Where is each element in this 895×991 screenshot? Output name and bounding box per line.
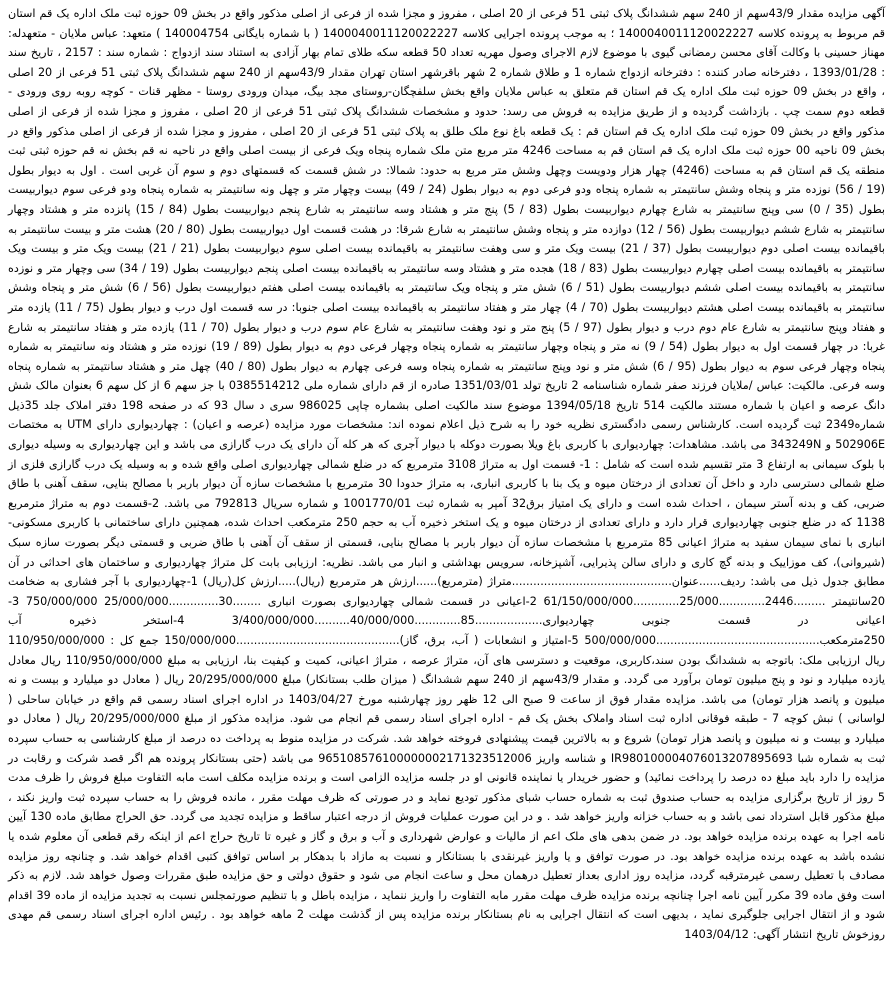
notice-body-text: آگهی مزایده مقدار 43/9سهم از 240 سهم ششدانگ پلاک ثبتی 51 فرعی از 20 اصلی ، مفروز و مجزا شده از فرعی از اصلی مذکور واقع در بخش 09 حوزه ثبت ملک اداره یک قم استان قم مربوط به پرونده کلاسه 1400040011120022227 ؛ به موجب پرونده اجرایی کلاسه 1400040011120022227 ( با شماره بایگانی 140004754 ) متعهد: عباس ملایان - متعهدله: مهناز حسینی با وکالت آقای محسن رمضانی گیوی با موضوع لازم الاجرای وصول مهریه تعداد 50 قطعه سکه طلای تمام بهار آزادی به استناد سند ازدواج : شماره سند : 2157 ، تاریخ سند : 1393/01/28 ، دفترخانه صادر کننده : دفترخانه ازدواج شماره 1 و طلاق شماره 2 شهر باقرشهر استان تهران مقدار 43/9سهم از 240 سهم ششدانگ پلاک ثبتی 51 فرعی از 20 اصلی ، واقع در بخش 09 حوزه ثبت ملک اداره یک قم استان قم متعلق به عباس ملایان واقع بخش سلفچگان-روستای مجد بیگ، میدان ورودی روستا - مظهر قنات - کوچه روبه روی ورودی - قطعه دوم سمت چپ . بازداشت گردیده و از طریق مزایده به فروش می رسد: حدود و مشخصات ششدانگ پلاک ثبتی 51 فرعی از 20 اصلی ، مفروز و مجزا شده از فرعی از اصلی مذکور واقع در بخش 09 حوزه ثبت ملک اداره یک قم استان قم : یک قطعه باغ نوع ملک طلق به پلاک ثبتی 51 فرعی از 20 اصلی ، مفروز و مجزا شده از فرعی از اصلی مذکور واقع در بخش 09 ناحیه 00 حوزه ثبت ملک اداره یک قم استان قم به مساحت 4246 متر مربع متن ملک شماره پنجاه ویک فرعی از بیست اصلی واقع در ناحیه نه قم بخش نه قم حوزه ثبتی ثبت منطقه یک قم استان قم به مساحت (4246) چهار هزار ودویست وچهل وشش متر مربع به حدود: شمالا: در شش قسمت که قسمتهای دوم و سوم آن غربی است . اول به دیوار بطول (19 / 56) نوزده متر و پنجاه وشش سانتیمتر به شماره پنجاه ودو فرعی دوم به دیوار بطول (24 / 49) بیست وچهار متر و چهل ونه سانتیمتر به شماره پنجاه ودو فرعی سوم دیواربیست بطول (35 / 0) سی وپنج سانتیمتر به شارع چهارم دیواربیست بطول (83 / 5) پنج متر و هشتاد وسه سانتیمتر به شارع پنجم دیواربیست بطول (84 / 15) پانزده متر و هشتاد وچهار سانتیمتر به شارع ششم دیواربیست بطول (56 / 12) دوازده متر و پنجاه وشش سانتیمتر به شارع شرقا: در هشت قسمت اول دیواربیست بطول (80 / 20) هشت متر و بیست سانتیمتر به باقیمانده بیست اصلی دوم دیواربیست بطول (37 / 21) بیست ویک متر و سی وهفت سانتیمتر به باقیمانده بیست اصلی سوم دیواربیست بطول (21 / 21) بیست ویک متر و بیست ویک سانتیمتر به باقیمانده بیست اصلی چهارم دیواربیست بطول (83 / 18) هجده متر و هشتاد وسه سانتیمتر به باقیمانده بیست اصلی پنجم دیواربیست بطول (19 / 34) سی وچهار متر و نوزده سانتیمتر به باقیمانده بیست اصلی ششم دیواربیست بطول (51 / 6) شش متر و پنجاه ویک سانتیمتر به باقیمانده بیست اصلی هفتم دیواربیست بطول (56 / 6) شش متر و پنجاه وشش سانتیمتر به باقیمانده بیست اصلی هشتم دیواربیست بطول (70 / 4) چهار متر و هفتاد سانتیمتر به باقیمانده بیست اصلی جنوبا: در سه قسمت اول درب و دیوار بطول (75 / 11) یازده متر و هفتاد وپنج سانتیمتر به شارع عام دوم درب و دیوار بطول (97 / 5) پنج متر و نود وهفت سانتیمتر به شارع عام سوم درب و دیوار بطول (70 / 11) یازده متر و هفتاد سانتیمتر به شارع غربا: در چهار قسمت اول به دیوار بطول (54 / 9) نه متر و پنجاه وچهار سانتیمتر به شماره پنجاه وچهار فرعی دوم به دیوار بطول (89 / 19) نوزده متر و هشتاد ونه سانتیمتر به شماره پنجاه وچهار فرعی سوم به دیوار بطول (95 / 6) شش متر و نود وپنج سانتیمتر به شماره پنجاه وسه فرعی چهارم به دیوار بطول (80 / 40) چهل متر و هشتاد سانتیمتر به شماره پنجاه وسه فرعی. مالکیت: عباس /ملایان فرزند صفر شماره شناسنامه 2 تاریخ تولد 1351/03/01 صادره از قم دارای شماره ملی 0385514212 با جز سهم 6 از کل سهم 6 بعنوان مالک شش دانگ عرصه و اعیان با شماره مستند مالکیت 514 تاریخ 1394/05/18 موضوع سند مالکیت اصلی بشماره چاپی 986025 سری د سال 93 که در صفحه 198 دفتر املاک جلد 35ذیل شماره2349 ثبت گردیده است. کارشناس رسمی دادگستری نظریه خود را به شرح ذیل اعلام نموده اند: مشخصات مورد مزایده (عرصه و اعیان) : چهاردیواری دارای UTM به مختصات 502906E و 343249N می باشد. مشاهدات: چهاردیواری با کاربری باغ ویلا بصورت دوکله با دیوار آجری که هر کله آن دارای یک درب گارازی می باشد و این چهاردیواری به وسیله دیواری با بلوک سیمانی به ارتفاع 3 متر تقسیم شده است که شامل : 1- قسمت اول به متراژ 3108 مترمربع که در ضلع شمالی چهاردیواری اصلی واقع شده و به وسیله یک درب گارازی فلزی از ضلع شمالی دسترسی دارد و داخل آن تعدادی از درختان میوه و یک بنا با کاربری انباری، به متراژ حدودا 30 مترمربع با مشخصات سازه آن دیوار باربر با مصالح بنایی، سقف آهنی با طاق ضربی، کف و بدنه آستر سیمان ، احداث شده است و دارای یک امتیاز برق32 آمپر به شماره ثبت 1001770/01 و شماره سریال 792813 می باشد. 2-قسمت دوم به متراژ مترمربع 1138 که در ضلع جنوبی چهاردیواری قرار دارد و دارای تعدادی از درختان میوه و یک استخر ذخیره آب به حجم 250 مترمکعب احداث شده، همچنین دارای ساختمانی با کاربری مسکونی- انباری با نمای سیمان سفید به متراژ اعیانی 85 مترمربع با مشخصات سازه آن دیوار باربر با مصالح بنایی، قسمتی از سقف آن آهنی با طاق ضربی و قسمتی دیگر بصورت سازه سبک (شیروانی)، کف موزاییک و بدنه گچ کاری و دارای سالن پذیرایی، آشپزخانه، سرویس بهداشتی و انبار می باشد. نظریه: ارزیابی بابت کل متراژ چهاردیواری و ساختمان های احداثی در آن مطابق جدول ذیل می باشد: ردیف......عنوان.............................................متراژ (مترمربع)......ارزش هر مترمربع (ریال).....ارزش کل(ریال) 1-چهاردیواری با آجر فشاری به ضخامت 20سانتیمتر .........2446.............25/000.............61/150/000/000 2-اعیانی در قسمت شمالی چهاردیواری بصورت انباری ........30..............25/000/000 750/000/000 3-اعیانی در قسمت جنوبی چهاردیواری...................85.............40/000/000..........3/400/000/000 4-استخر ذخیره آب 250مترمکعب..............................................500/000/000 5-امتیاز و انشعابات ( آب، برق، گاز)..............................................150/000/000 جمع کل : 110/950/000/000 ریال ارزیابی ملک: باتوجه به ششدانگ بودن سند،کاربری، موقعیت و دسترسی های آن، متراژ عرصه ، متراژ اعیانی، کمیت و کیفیت بنا، ارزیابی به مبلغ 110/950/000/000 ریال معادل یازده میلیارد و نود و پنج میلیون تومان برآورد می گردد. و مقدار 43/9سهم از 240 سهم ششدانگ ( میزان طلب بستانکار) مبلغ 20/295/000/000 ریال ( معادل دو میلیارد و بیست و نه میلیون و پانصد هزار تومان) می باشد. مزایده مقدار فوق از ساعت 9 صبح الی 12 ظهر روز چهارشنبه مورخ 1403/04/27 در اداره اجرای اسناد رسمی قم واقع در خیابان ساحلی ( لواسانی ) نبش کوچه 7 - طبقه فوقانی اداره ثبت اسناد واملاک بخش یک قم - اداره اجرای اسناد رسمی قم انجام می شود. مزایده مذکور از مبلغ 20/295/000/000 ریال ( معادل دو میلیارد و بیست و نه میلیون و پانصد هزار تومان) شروع و به بالاترین قیمت پیشنهادی فروخته خواهد شد. شرکت در مزایده منوط به پرداخت ده درصد از مبلغ کارشناسی به حساب سپرده ثبت به شماره شبا IR980100004076013207895693 و شناسه واریز 965108576100000002171323512006 می باشد (حتی بستانکار پرونده هم اگر قصد شرکت و رقابت در مزایده را دارد باید مبلغ ده درصد را پرداخت نمائید) و حضور خریدار یا نماینده قانونی او در جلسه مزایده الزامی است و برنده مزایده مکلف است مابه التفاوت مبلغ فروش را ظرف مدت 5 روز از تاریخ برگزاری مزایده به حساب صندوق ثبت به شماره حساب شبای مذکور تودیع نماید و در صورتی که ظرف مهلت مقرر ، مانده فروش را به حساب سپرده ثبت واریز نکند ، مبلغ مذکور قابل استرداد نمی باشد و به حساب خزانه واریز خواهد شد . و در این صورت عملیات فروش از درجه اعتبار ساقط و مزایده تجدید می گردد. حق الحراج مطابق ماده 130 آیین نامه اجرا به عهده برنده مزایده خواهد بود. در ضمن بدهی های ملک اعم از مالیات و عوارض شهرداری و آب و برق و گاز و غیره تا تاریخ حراج اعم از اینکه رقم قطعی آن معلوم شده یا نشده باشد به عهده برنده مزایده خواهد بود. در صورت توافق و یا واریز غیرنقدی با بستانکار و نسبت به مازاد با بدهکار بر اساس توافق کتبی اقدام خواهد شد. و چنانچه روز مزایده مصادف با تعطیل رسمی غیرمترقبه گردد، مزایده روز اداری بعداز تعطیل درهمان محل و ساعت انجام می شود و حقوق دولتی و حق مزایده طبق مقررات وصول خواهد شد. لازم به ذکر است وفق ماده 39 مکرر آیین نامه اجرا چنانچه برنده مزایده ظرف مهلت مقرر مابه التفاوت را واریز ننماید ، مزایده باطل و با تنظیم صورتمجلس نسبت به تجدید مزایده از ماده 39 اقدام شود و از انتقال اجرایی جلوگیری نماید ، بدیهی است که انتقال اجرایی به نام بستانکار برنده مزایده پس از گذشت مهلت 2 ماهه خواهد بود . رئیس اداره اجرای اسناد رسمی قم مهدی روزخوش تاریخ انتشار آگهی: 1403/04/12 — [8, 7, 886, 941]
